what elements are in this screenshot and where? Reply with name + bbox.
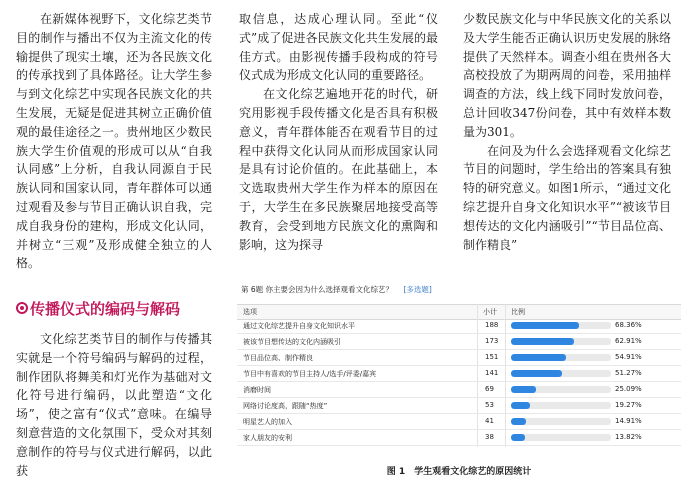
- table-row: [237, 383, 681, 398]
- column-1: [16, 10, 212, 273]
- ratio-bar: [511, 434, 525, 441]
- table-row: [237, 415, 681, 430]
- option-label: 消磨时间: [243, 386, 271, 394]
- column-3: [463, 10, 671, 254]
- option-count: 53: [485, 401, 494, 409]
- paragraph: 在问及为什么会选择观看文化综艺节目的问题时，学生给出的答案具有独特的研究意义。如图1所示，“通过文化综艺提升自身文化知识水平”“被该节目想传达的文化内涵吸引”“节目品位高、制作精良”: [463, 143, 671, 252]
- paragraph: 在新媒体视野下，文化综艺类节目的制作与播出不仅为主流文化的传输提供了现实土壤，还为各民族文化的传承找到了具体路径。让大学生参与到文化综艺中实现各民族文化的共生发展，无疑是促进其树立正确价值观的最佳途径之一。贵州地区少数民族大学生价值观的形成可以从“自我认同感”上分析，自我认同源自于民族认同和国家认同，青年群体可以通过观看及参与节目正确认识自我，完成自我身份的建构，形成文化认同，并树立“三观”及形成健全独立的人格。: [16, 12, 212, 271]
- paragraph: 少数民族文化与中华民族文化的关系以及大学生能否正确认识历史发展的脉络提供了天然样本。调查小组在贵州各大高校投放了为期两周的问卷，采用抽样调查的方法，线上线下同时发放问卷，总计回收347份问卷，其中有效样本数量为301。: [463, 12, 671, 139]
- figure-caption: 图 1 学生观看文化综艺的原因统计: [386, 467, 532, 477]
- ratio-bar-track: [511, 386, 611, 393]
- table-row: [237, 431, 681, 446]
- option-label: 家人朋友的安利: [243, 434, 292, 442]
- ratio-bar: [511, 370, 562, 377]
- ratio-bar: [511, 354, 566, 361]
- column-1-lower: [16, 330, 212, 480]
- ratio-label: 19.27%: [615, 401, 642, 409]
- ratio-bar-track: [511, 434, 611, 441]
- question-type: [多选题]: [403, 285, 432, 294]
- option-label: 网络讨论度高，跟随“热度”: [243, 402, 328, 410]
- ratio-bar: [511, 386, 536, 393]
- option-count: 38: [485, 433, 494, 441]
- table-header: [237, 304, 681, 320]
- ratio-bar-track: [511, 402, 611, 409]
- section-heading-text: 传播仪式的编码与解码: [30, 299, 181, 318]
- ratio-label: 14.91%: [615, 417, 642, 425]
- ratio-bar-track: [511, 418, 611, 425]
- ratio-label: 62.91%: [615, 337, 642, 345]
- table-row: [237, 319, 681, 334]
- ratio-bar: [511, 402, 530, 409]
- ratio-label: 54.91%: [615, 353, 642, 361]
- paragraph: 取信息，达成心理认同。至此“仪式”成了促进各民族文化共生发展的最佳方式。由影视传播手段构成的符号仪式成为形成文化认同的重要路径。: [239, 12, 438, 83]
- ratio-label: 13.82%: [615, 433, 642, 441]
- option-count: 141: [485, 369, 499, 377]
- table-row: [237, 399, 681, 414]
- ratio-label: 25.09%: [615, 385, 642, 393]
- column-2: [239, 10, 438, 254]
- option-label: 通过文化综艺提升自身文化知识水平: [243, 322, 355, 330]
- option-label: 节目中有喜欢的节目主持人/选手/评委/嘉宾: [243, 370, 377, 378]
- ratio-bar-track: [511, 322, 611, 329]
- ratio-label: 51.27%: [615, 369, 642, 377]
- survey-figure: [237, 280, 681, 476]
- table-row: [237, 335, 681, 350]
- paragraph: 在文化综艺遍地开花的时代，研究用影视手段传播文化是否具有积极意义，青年群体能否在观看节目的过程中获得文化认同从而形成国家认同是具有讨论价值的。在此基础上，本文选取贵州大学生作为样本的原因在于，大学生在多民族聚居地接受高等教育，会受到地方民族文化的熏陶和影响，这为探寻: [239, 87, 438, 252]
- question-title: [241, 284, 432, 295]
- ratio-bar-track: [511, 338, 611, 345]
- header-ratio: 比例: [511, 308, 525, 316]
- section-heading: [16, 296, 216, 320]
- option-count: 69: [485, 385, 494, 393]
- option-count: 188: [485, 321, 499, 329]
- option-label: 节目品位高、制作精良: [243, 354, 313, 362]
- ratio-bar: [511, 418, 526, 425]
- option-label: 被该节目想传达的文化内涵吸引: [243, 338, 341, 346]
- option-count: 41: [485, 417, 494, 425]
- table-row: [237, 367, 681, 382]
- option-count: 151: [485, 353, 499, 361]
- option-count: 173: [485, 337, 499, 345]
- header-count: 小计: [483, 308, 497, 316]
- ratio-bar: [511, 338, 574, 345]
- ratio-label: 68.36%: [615, 321, 642, 329]
- ratio-bar: [511, 322, 579, 329]
- question-text: 第 6题 你主要会因为什么选择观看文化综艺？: [241, 285, 394, 294]
- paragraph: 文化综艺类节目的制作与传播其实就是一个符号编码与解码的过程，制作团队将舞美和灯光作为基础对文化符号进行编码，以此塑造“文化场”，使之富有“仪式”意味。在编导刻意营造的文化氛围下，受众对其刻意制作的符号与仪式进行解码，以此获: [16, 332, 212, 478]
- ratio-bar-track: [511, 354, 611, 361]
- ratio-bar-track: [511, 370, 611, 377]
- circle-bullet-icon: [16, 302, 28, 314]
- table-row: [237, 351, 681, 366]
- header-option: 选项: [243, 308, 257, 316]
- option-label: 明星艺人的加入: [243, 418, 292, 426]
